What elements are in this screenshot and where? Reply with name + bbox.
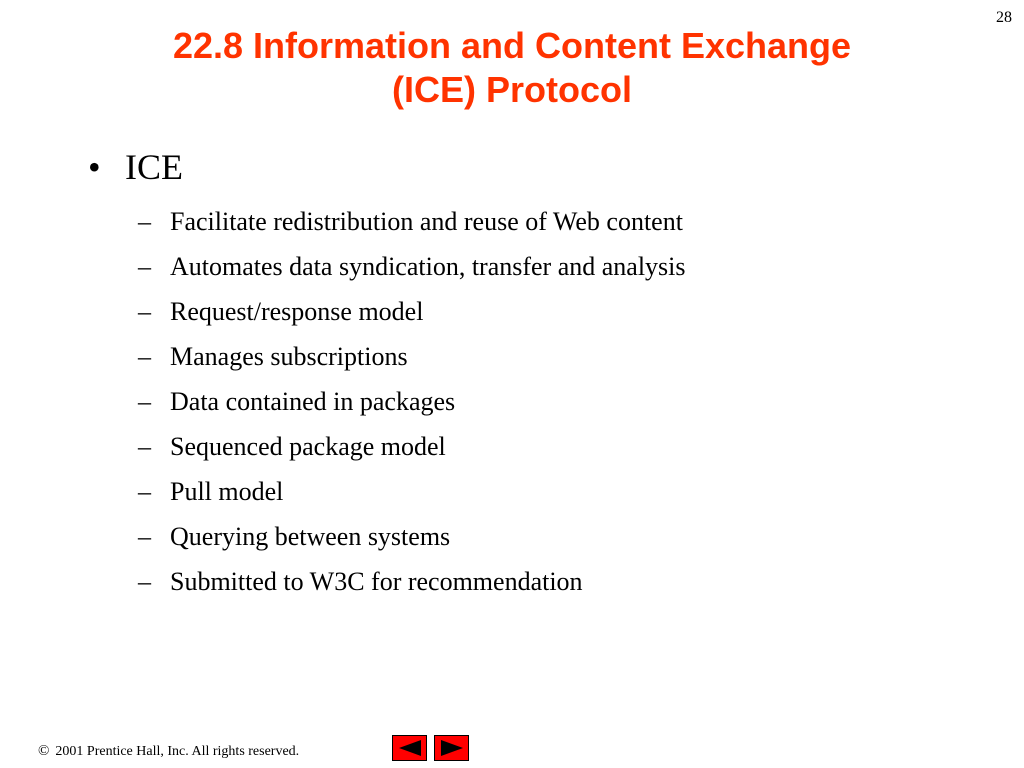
sub-bullet-text: Facilitate redistribution and reuse of Web content bbox=[170, 207, 683, 236]
sub-bullet-text: Querying between systems bbox=[170, 522, 451, 551]
sub-bullet-item bbox=[88, 244, 984, 289]
sub-bullet-item bbox=[88, 379, 984, 424]
triangle-left-icon bbox=[397, 739, 423, 757]
previous-slide-button[interactable] bbox=[392, 735, 427, 761]
page-number: 28 bbox=[996, 9, 1012, 26]
bullet-marker: • bbox=[88, 147, 101, 187]
dash-marker: – bbox=[138, 207, 151, 236]
sub-bullet-item bbox=[88, 514, 984, 559]
slide-title bbox=[0, 24, 1024, 112]
sub-bullet-item bbox=[88, 469, 984, 514]
copyright-text: 2001 Prentice Hall, Inc. All rights reserved. bbox=[55, 744, 300, 759]
sub-bullet-item bbox=[88, 424, 984, 469]
slide-navigation bbox=[392, 735, 469, 761]
main-bullet bbox=[88, 143, 984, 191]
dash-marker: – bbox=[138, 567, 151, 596]
sub-bullet-text: Pull model bbox=[170, 477, 284, 506]
sub-bullet-text: Request/response model bbox=[170, 297, 424, 326]
sub-bullet-text: Sequenced package model bbox=[170, 432, 446, 461]
dash-marker: – bbox=[138, 342, 151, 371]
dash-marker: – bbox=[138, 387, 151, 416]
dash-marker: – bbox=[138, 252, 151, 281]
sub-bullet-text: Submitted to W3C for recommendation bbox=[170, 567, 583, 596]
slide-title-line-1: 22.8 Information and Content Exchange bbox=[172, 25, 852, 66]
dash-marker: – bbox=[138, 477, 151, 506]
sub-bullet-text: Data contained in packages bbox=[170, 387, 456, 416]
dash-marker: – bbox=[138, 297, 151, 326]
copyright-symbol: © bbox=[38, 743, 50, 759]
next-slide-button[interactable] bbox=[434, 735, 469, 761]
sub-bullet-item bbox=[88, 289, 984, 334]
triangle-right-icon bbox=[439, 739, 465, 757]
slide-content bbox=[88, 143, 984, 604]
slide-title-line-2: (ICE) Protocol bbox=[392, 69, 632, 110]
main-bullet-text: ICE bbox=[125, 147, 183, 187]
footer-copyright bbox=[38, 743, 299, 760]
sub-bullet-item bbox=[88, 559, 984, 604]
dash-marker: – bbox=[138, 432, 151, 461]
dash-marker: – bbox=[138, 522, 151, 551]
sub-bullet-item bbox=[88, 199, 984, 244]
sub-bullet-item bbox=[88, 334, 984, 379]
sub-bullet-text: Automates data syndication, transfer and analysis bbox=[170, 252, 686, 281]
sub-bullet-text: Manages subscriptions bbox=[170, 342, 408, 371]
sub-bullet-list bbox=[88, 199, 984, 604]
